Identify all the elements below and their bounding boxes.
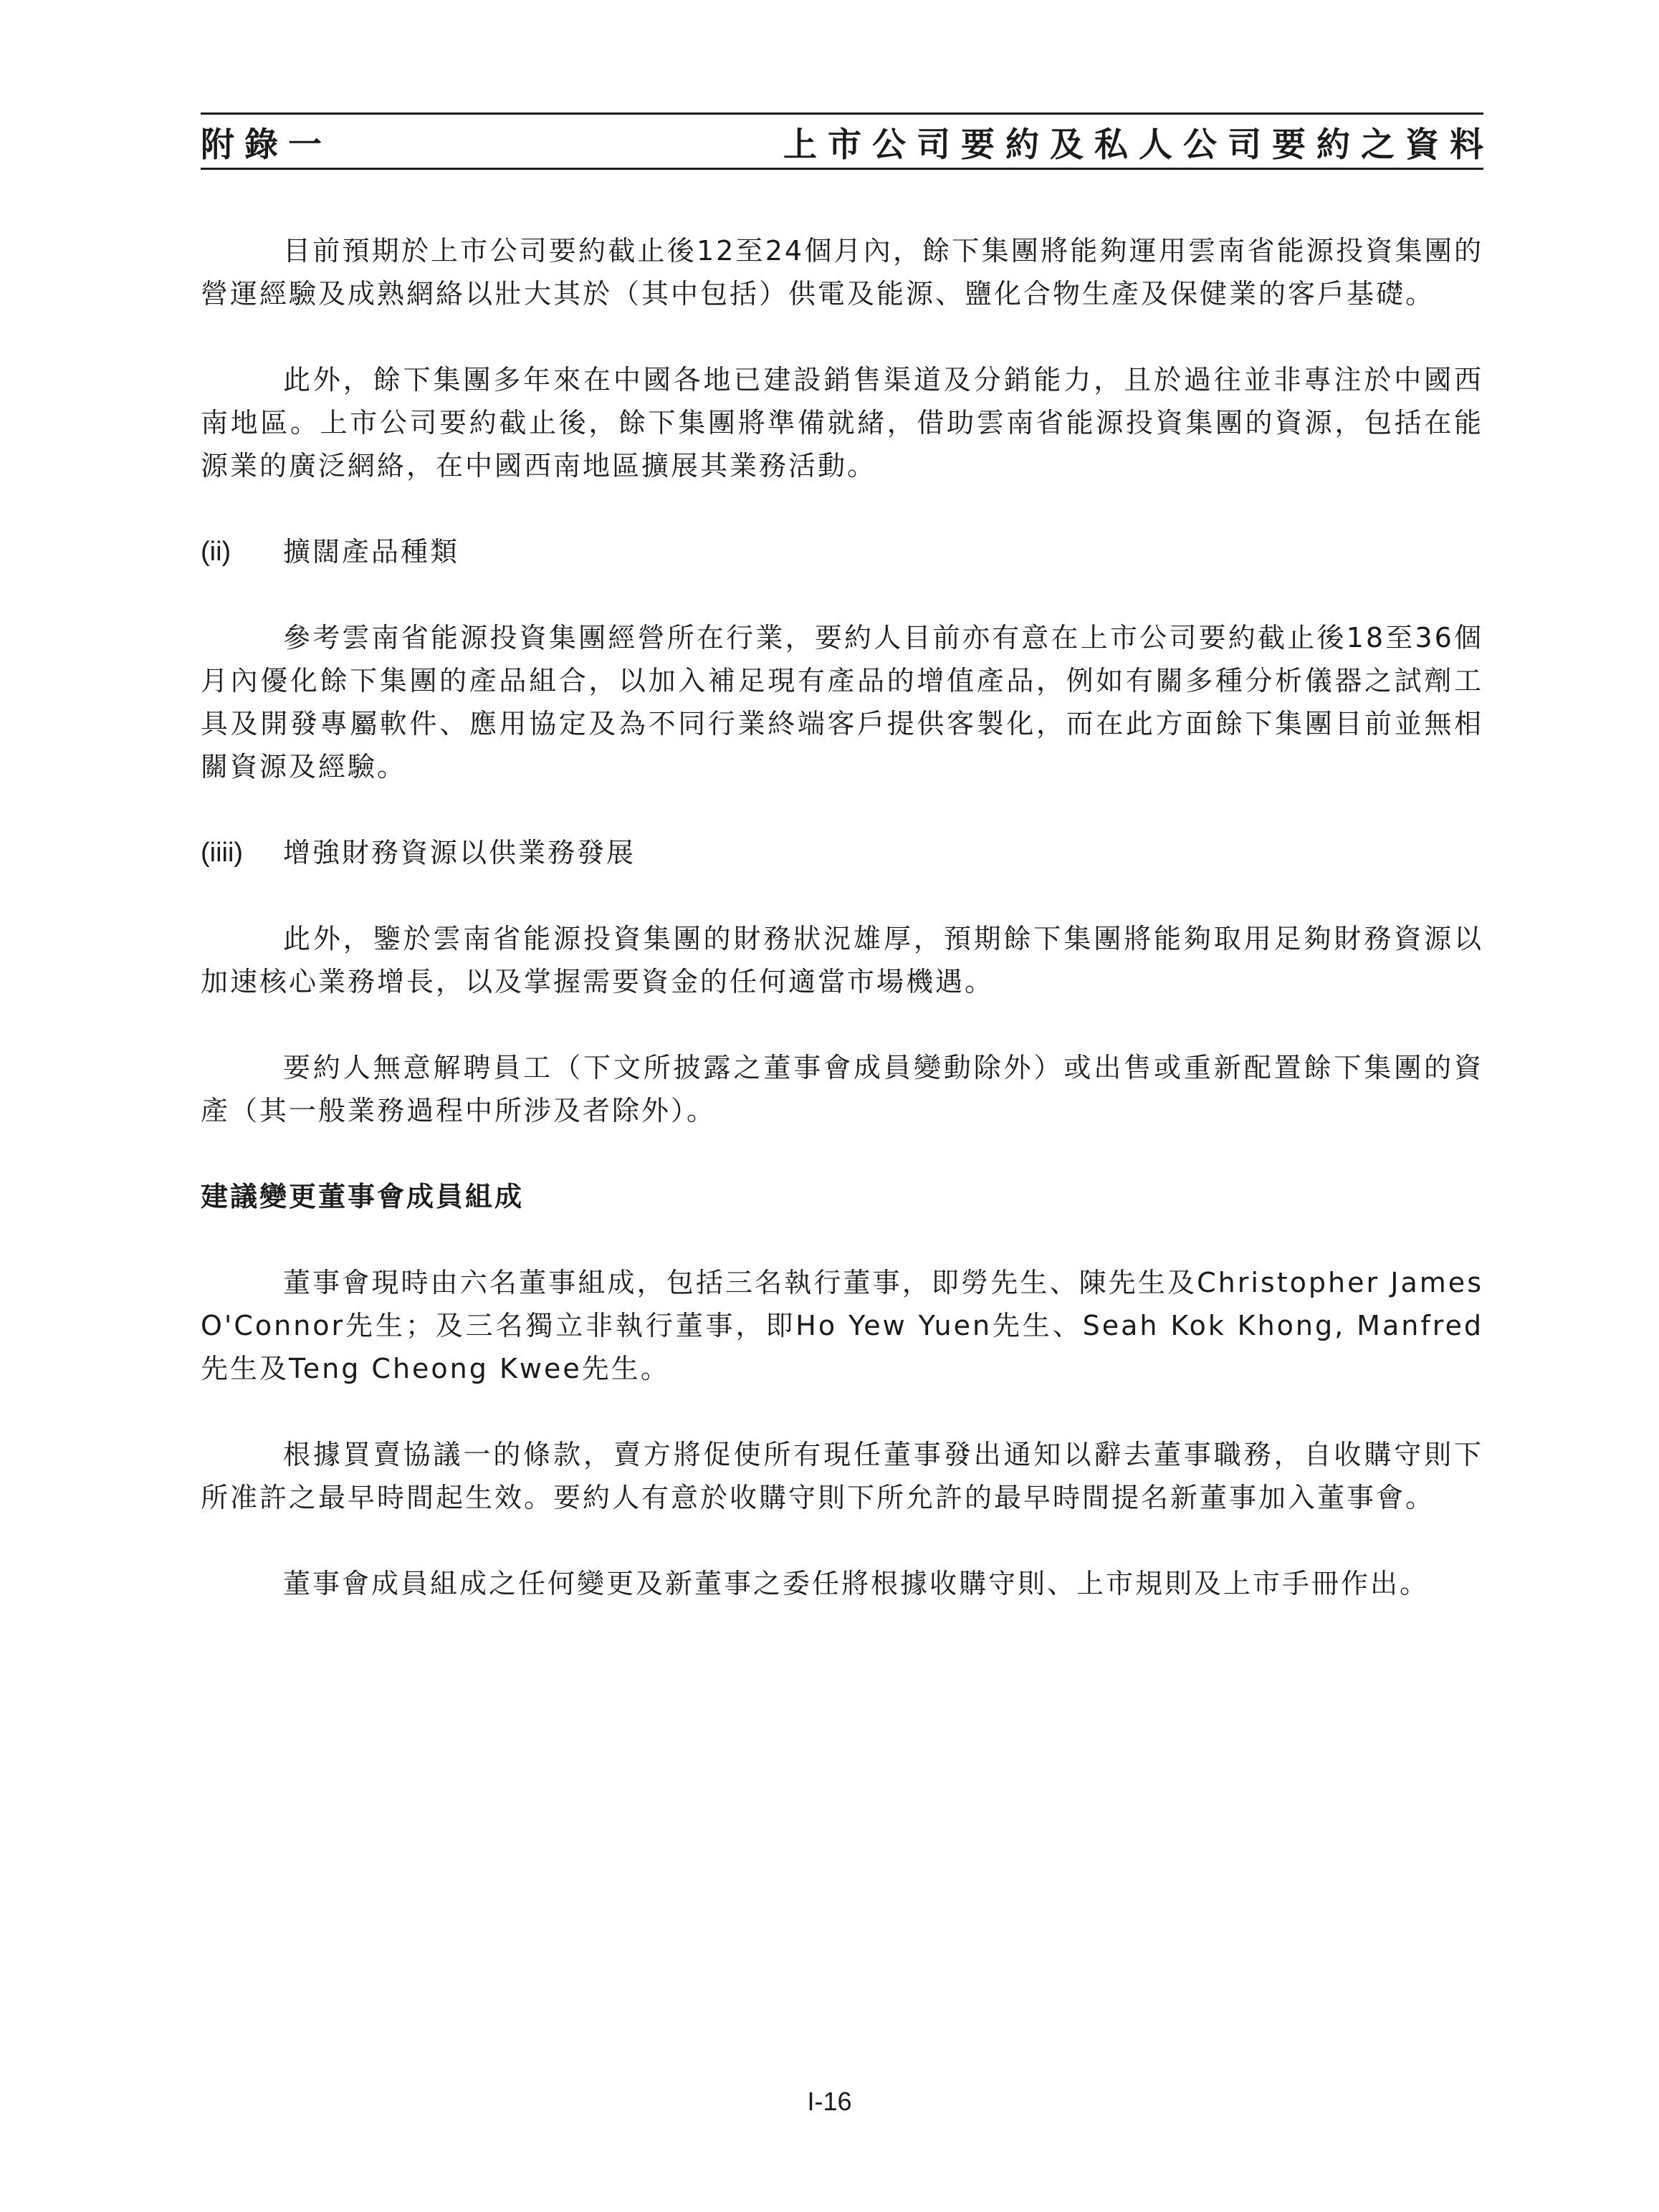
header-top-rule xyxy=(201,112,1483,115)
item-ii-number: (ii) xyxy=(201,537,231,567)
paragraph-7: 根據買賣協議一的條款，賣方將促使所有現任董事發出通知以辭去董事職務，自收購守則下所准許之最早時間起生效。要約人有意於收購守則下所允許的最早時間提名新董事加入董事會。 xyxy=(201,1439,1483,1513)
paragraph-5: 要約人無意解聘員工（下文所披露之董事會成員變動除外）或出售或重新配置餘下集團的資產（其一般業務過程中所涉及者除外）。 xyxy=(201,1052,1483,1126)
paragraph-2: 此外，餘下集團多年來在中國各地已建設銷售渠道及分銷能力，且於過往並非專注於中國西南地區。上市公司要約截止後，餘下集團將準備就緒，借助雲南省能源投資集團的資源，包括在能源業的廣泛網絡，在中國西南地區擴展其業務活動。 xyxy=(201,364,1483,482)
item-ii xyxy=(201,530,1483,573)
item-iii-number: (iiii) xyxy=(201,838,244,868)
paragraph-8: 董事會成員組成之任何變更及新董事之委任將根據收購守則、上市規則及上市手冊作出。 xyxy=(283,1568,1430,1599)
page-number: I-16 xyxy=(807,2087,852,2116)
page-header xyxy=(201,118,1494,166)
paragraph-1: 目前預期於上市公司要約截止後12至24個月內，餘下集團將能夠運用雲南省能源投資集團的營運經驗及成熟網絡以壯大其於（其中包括）供電及能源、鹽化合物生產及保健業的客戶基礎。 xyxy=(201,235,1483,310)
item-iii-title: 增強財務資源以供業務發展 xyxy=(283,837,636,868)
header-bottom-rule xyxy=(201,168,1483,170)
item-ii-title: 擴闊產品種類 xyxy=(283,536,460,568)
appendix-title: 上市公司要約及私人公司要約之資料 xyxy=(783,125,1494,165)
appendix-label: 附錄一 xyxy=(201,125,332,165)
item-iii xyxy=(201,831,1483,874)
paragraph-6: 董事會現時由六名董事組成，包括三名執行董事，即勞先生、陳先生及Christopher James O'Connor先生；及三名獨立非執行董事，即Ho Yew Yuen先生、Seah Kok Khong, Manfred先生及Teng Cheong Kwee先生。 xyxy=(201,1267,1483,1384)
document-body xyxy=(201,229,1483,1648)
paragraph-4: 此外，鑒於雲南省能源投資集團的財務狀況雄厚，預期餘下集團將能夠取用足夠財務資源以加速核心業務增長，以及掌握需要資金的任何適當市場機遇。 xyxy=(201,923,1483,997)
paragraph-3: 參考雲南省能源投資集團經營所在行業，要約人目前亦有意在上市公司要約截止後18至36個月內優化餘下集團的產品組合，以加入補足現有產品的增值產品，例如有關多種分析儀器之試劑工具及開發專屬軟件、應用協定及為不同行業終端客戶提供客製化，而在此方面餘下集團目前並無相關資源及經驗。 xyxy=(201,622,1483,782)
section-heading: 建議變更董事會成員組成 xyxy=(201,1181,525,1212)
